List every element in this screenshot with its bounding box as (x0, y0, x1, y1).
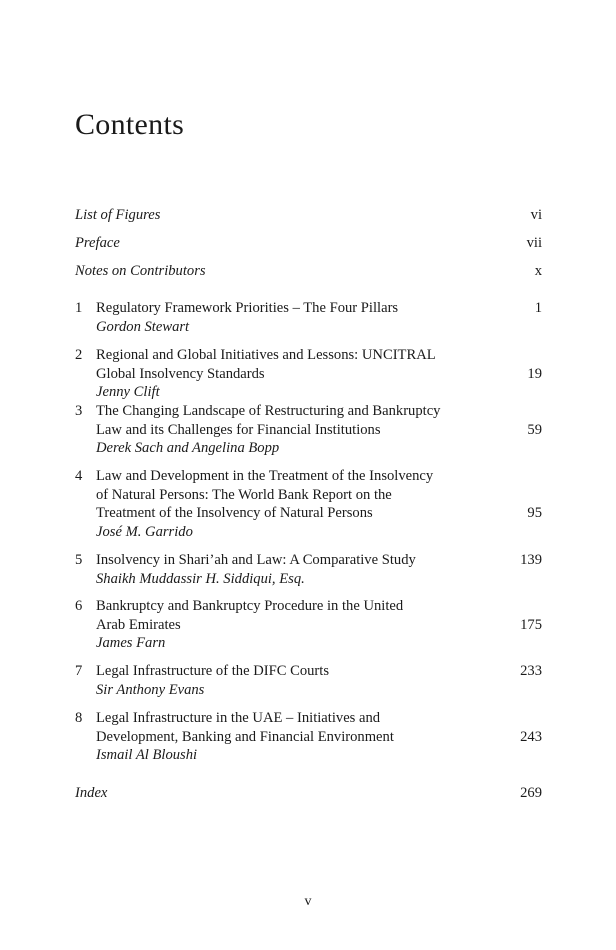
page-title: Contents (75, 108, 185, 141)
chapter-title-line: Development, Banking and Financial Environment (96, 728, 394, 745)
toc-chapter-3[interactable] (75, 402, 542, 458)
toc-entry-page: x (534, 263, 542, 279)
chapter-title-line: Law and its Challenges for Financial Institutions (96, 421, 381, 438)
chapter-author: José M. Garrido (96, 523, 193, 540)
chapter-title-line: Bankruptcy and Bankruptcy Procedure in the United (96, 598, 404, 614)
toc-chapter-6[interactable] (75, 597, 542, 653)
toc-entry-notes-on-contributors[interactable] (75, 262, 542, 281)
toc-entry-page: 269 (520, 785, 542, 801)
chapter-title-line: of Natural Persons: The World Bank Report on the (96, 486, 392, 503)
toc-entry-list-of-figures[interactable] (75, 206, 542, 225)
chapter-number: 6 (75, 598, 83, 614)
chapter-author: Shaikh Muddassir H. Siddiqui, Esq. (96, 570, 305, 587)
chapter-number: 5 (75, 552, 83, 568)
toc-entry-page: vi (530, 207, 542, 223)
chapter-title-line: Law and Development in the Treatment of the Insolvency (96, 468, 434, 484)
chapter-page: 175 (520, 616, 542, 633)
chapter-page: 19 (527, 365, 542, 382)
chapter-number: 3 (75, 403, 83, 419)
toc-entry-page: vii (526, 235, 542, 251)
toc-chapter-4[interactable] (75, 467, 542, 541)
chapter-author: Sir Anthony Evans (96, 681, 205, 698)
chapter-title-line: Global Insolvency Standards (96, 365, 265, 382)
toc-entry-title: Preface (75, 235, 120, 251)
chapter-author: Derek Sach and Angelina Bopp (96, 440, 280, 457)
chapter-number: 1 (75, 300, 83, 316)
chapter-author: Gordon Stewart (96, 318, 190, 335)
chapter-page: 233 (520, 663, 542, 679)
chapter-title-line: Legal Infrastructure of the DIFC Courts (96, 663, 330, 679)
chapter-title-line: Regulatory Framework Priorities – The Four Pillars (96, 300, 399, 316)
chapter-title-line: The Changing Landscape of Restructuring and Bankruptcy (96, 403, 441, 419)
toc-chapter-7[interactable] (75, 662, 542, 699)
chapter-page: 139 (520, 552, 542, 568)
chapter-page: 59 (527, 421, 542, 438)
chapter-number: 4 (75, 468, 83, 484)
chapter-author: Jenny Clift (96, 384, 160, 401)
toc-chapter-8[interactable] (75, 709, 542, 765)
chapter-page: 1 (534, 300, 542, 316)
chapter-title-line: Legal Infrastructure in the UAE – Initiatives and (96, 710, 381, 726)
chapter-author: James Farn (96, 635, 166, 652)
chapter-number: 8 (75, 710, 83, 726)
chapter-number: 2 (75, 347, 83, 363)
toc-chapter-2[interactable] (75, 346, 542, 402)
toc-entry-preface[interactable] (75, 234, 542, 253)
toc-entry-index[interactable] (75, 784, 542, 803)
toc-entry-title: Index (75, 785, 108, 801)
page-number: v (304, 894, 312, 909)
toc-entry-title: Notes on Contributors (75, 263, 206, 279)
chapter-author: Ismail Al Bloushi (96, 747, 198, 764)
chapter-page: 243 (520, 728, 542, 745)
chapter-page: 95 (527, 505, 542, 522)
chapter-title-line: Treatment of the Insolvency of Natural Persons (96, 505, 373, 522)
toc-chapter-1[interactable] (75, 299, 542, 336)
toc-entry-title: List of Figures (75, 207, 161, 223)
chapter-title-line: Insolvency in Shari’ah and Law: A Comparative Study (96, 552, 416, 568)
toc-chapter-5[interactable] (75, 551, 542, 588)
chapter-title-line: Arab Emirates (96, 616, 181, 633)
chapter-number: 7 (75, 663, 83, 679)
chapter-title-line: Regional and Global Initiatives and Lessons: UNCITRAL (96, 347, 436, 363)
